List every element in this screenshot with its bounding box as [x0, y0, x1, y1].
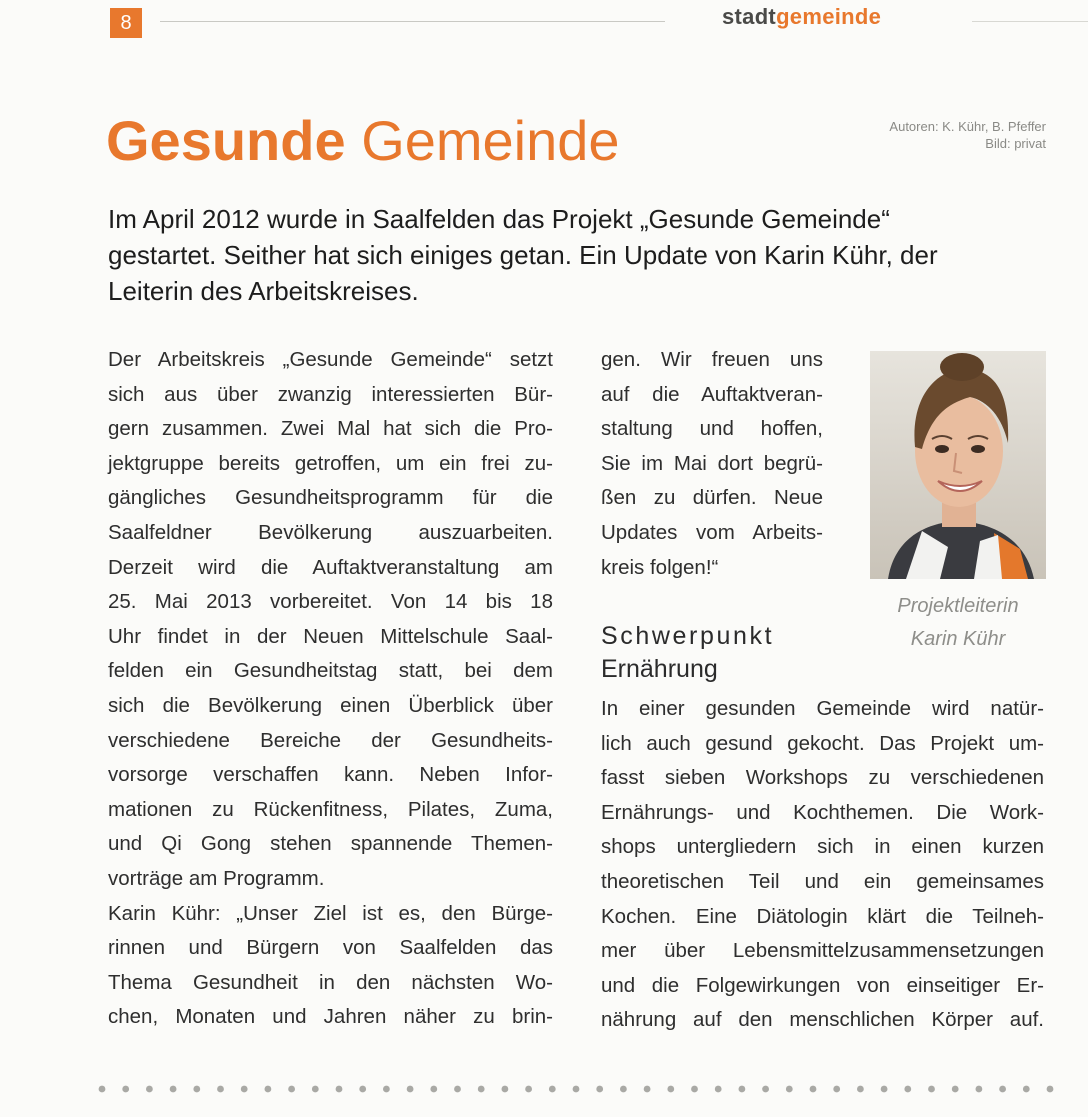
footer-dot [170, 1086, 177, 1093]
body-line: 25. Mai 2013 vorbereitet. Von 14 bis 18 [108, 590, 553, 614]
footer-dot [312, 1086, 319, 1093]
body-line: auf die Auftaktveran- [601, 382, 823, 406]
body-line: In einer gesunden Gemeinde wird natür- [601, 697, 1044, 720]
caption-name: Karin Kühr [910, 628, 1006, 650]
body-line: sich die Bevölkerung einen Überblick über [108, 693, 553, 717]
lead-line: Im April 2012 wurde in Saalfelden das Projekt „Gesunde Gemeinde“ [108, 204, 890, 234]
body-line: und Qi Gong stehen spannende Themen- [108, 832, 553, 856]
body-line: Ernährungs- und Kochthemen. Die Work- [601, 800, 1044, 824]
footer-dot [739, 1086, 746, 1093]
body-line: shops untergliedern sich in einen kurzen [601, 835, 1044, 859]
footer-dot [810, 1086, 817, 1093]
footer-dot [833, 1086, 840, 1093]
portrait-photo [870, 351, 1046, 579]
lead-line: Leiterin des Arbeitskreises. [108, 276, 419, 306]
article-title [106, 106, 620, 176]
body-line: vorsorge verschaffen kann. Neben Infor- [108, 763, 553, 787]
article-lead [108, 201, 1048, 309]
footer-dot [928, 1086, 935, 1093]
body-line: gängliches Gesundheitsprogramm für die [108, 486, 553, 510]
subheading-line2: Ernährung [601, 655, 718, 683]
body-line: Uhr findet in der Neuen Mittelschule Saal- [108, 624, 553, 648]
body-line: lich auch gesund gekocht. Das Projekt um- [601, 731, 1044, 755]
footer-dot [1023, 1086, 1030, 1093]
footer-dot [999, 1086, 1006, 1093]
footer-dot [549, 1086, 556, 1093]
body-line: gern zusammen. Zwei Mal hat sich die Pro- [108, 417, 553, 441]
footer-dot [336, 1086, 343, 1093]
brand-part-gemeinde: gemeinde [776, 4, 882, 29]
section-brand [722, 4, 881, 30]
title-light: Gemeinde [361, 109, 620, 172]
footer-dot [1047, 1086, 1054, 1093]
footer-dot [881, 1086, 888, 1093]
body-line: Der Arbeitskreis „Gesunde Gemeinde“ setzt [108, 348, 553, 371]
body-column-middle-bottom [601, 692, 1044, 1038]
footer-dot [952, 1086, 959, 1093]
body-line: kreis folgen!“ [601, 555, 719, 579]
body-line: Kochen. Eine Diätologin klärt die Teilneh- [601, 904, 1044, 928]
footer-dot [430, 1086, 437, 1093]
footer-dot [857, 1086, 864, 1093]
footer-dot [454, 1086, 461, 1093]
footer-dot [620, 1086, 627, 1093]
article-credits [889, 118, 1046, 152]
dotted-footer-rule [97, 1083, 1055, 1095]
body-line: nährung auf den menschlichen Körper auf. [601, 1008, 1044, 1032]
brand-part-stadt: stadt [722, 4, 777, 29]
body-line: verschiedene Bereiche der Gesundheits- [108, 728, 553, 752]
footer-dot [99, 1086, 106, 1093]
header-rule [160, 21, 665, 22]
footer-dot [122, 1086, 129, 1093]
lead-line: gestartet. Seither hat sich einiges getan. Ein Update von Karin Kühr, der [108, 240, 938, 270]
footer-dot [288, 1086, 295, 1093]
body-line: staltung und hoffen, [601, 417, 823, 441]
body-line: vorträge am Programm. [108, 866, 325, 890]
body-line: und die Folgewirkungen von einseitiger Er- [601, 973, 1044, 997]
footer-dot [502, 1086, 509, 1093]
body-line: Thema Gesundheit in den nächsten Wo- [108, 970, 553, 994]
body-line: sich aus über zwanzig interessierten Bür- [108, 382, 553, 406]
title-bold: Gesunde [106, 109, 346, 172]
footer-dot [573, 1086, 580, 1093]
body-column-middle-top [601, 343, 823, 585]
body-line: Karin Kühr: „Unser Ziel ist es, den Bürge- [108, 901, 553, 925]
body-line: fasst sieben Workshops zu verschiedenen [601, 766, 1044, 790]
body-line: felden ein Gesundheitstag statt, bei dem [108, 659, 553, 683]
footer-dot [644, 1086, 651, 1093]
body-line: Derzeit wird die Auftaktveranstaltung am [108, 555, 553, 579]
body-line: gen. Wir freuen uns [601, 348, 823, 371]
portrait-illustration [870, 351, 1046, 579]
footer-dot [976, 1086, 983, 1093]
footer-dot [691, 1086, 698, 1093]
body-line: rinnen und Bürgern von Saalfelden das [108, 936, 553, 960]
subheading-line1: Schwerpunkt [601, 622, 775, 650]
footer-dot [525, 1086, 532, 1093]
body-line: mationen zu Rückenfitness, Pilates, Zuma, [108, 797, 553, 821]
body-line: jektgruppe bereits getroffen, um ein frei zu- [108, 451, 553, 475]
footer-dot [478, 1086, 485, 1093]
body-line: Sie im Mai dort begrü- [601, 451, 823, 475]
footer-dot [193, 1086, 200, 1093]
body-line: Updates vom Arbeits- [601, 520, 823, 544]
body-line: Saalfeldner Bevölkerung auszuarbeiten. [108, 520, 553, 544]
credits-image: Bild: privat [985, 136, 1046, 151]
footer-dot [241, 1086, 248, 1093]
footer-dot [904, 1086, 911, 1093]
footer-dot [715, 1086, 722, 1093]
credits-authors: Autoren: K. Kühr, B. Pfeffer [889, 119, 1046, 134]
header-rule-right [972, 21, 1088, 22]
footer-dot [407, 1086, 414, 1093]
body-line: theoretischen Teil und ein gemeinsames [601, 869, 1044, 893]
footer-dot [786, 1086, 793, 1093]
footer-dot [359, 1086, 366, 1093]
body-line: chen, Monaten und Jahren näher zu brin- [108, 1005, 553, 1029]
caption-role: Projektleiterin [897, 595, 1019, 617]
footer-dot [146, 1086, 153, 1093]
body-line: mer über Lebensmittelzusammensetzungen [601, 939, 1044, 963]
footer-dot [383, 1086, 390, 1093]
photo-caption [870, 590, 1046, 656]
footer-dot [667, 1086, 674, 1093]
footer-dot [762, 1086, 769, 1093]
body-line: ßen zu dürfen. Neue [601, 486, 823, 510]
body-column-left [108, 343, 553, 1035]
footer-dot [265, 1086, 272, 1093]
footer-dot [596, 1086, 603, 1093]
section-subheading [601, 620, 841, 686]
page-number: 8 [110, 8, 142, 38]
footer-dot [217, 1086, 224, 1093]
